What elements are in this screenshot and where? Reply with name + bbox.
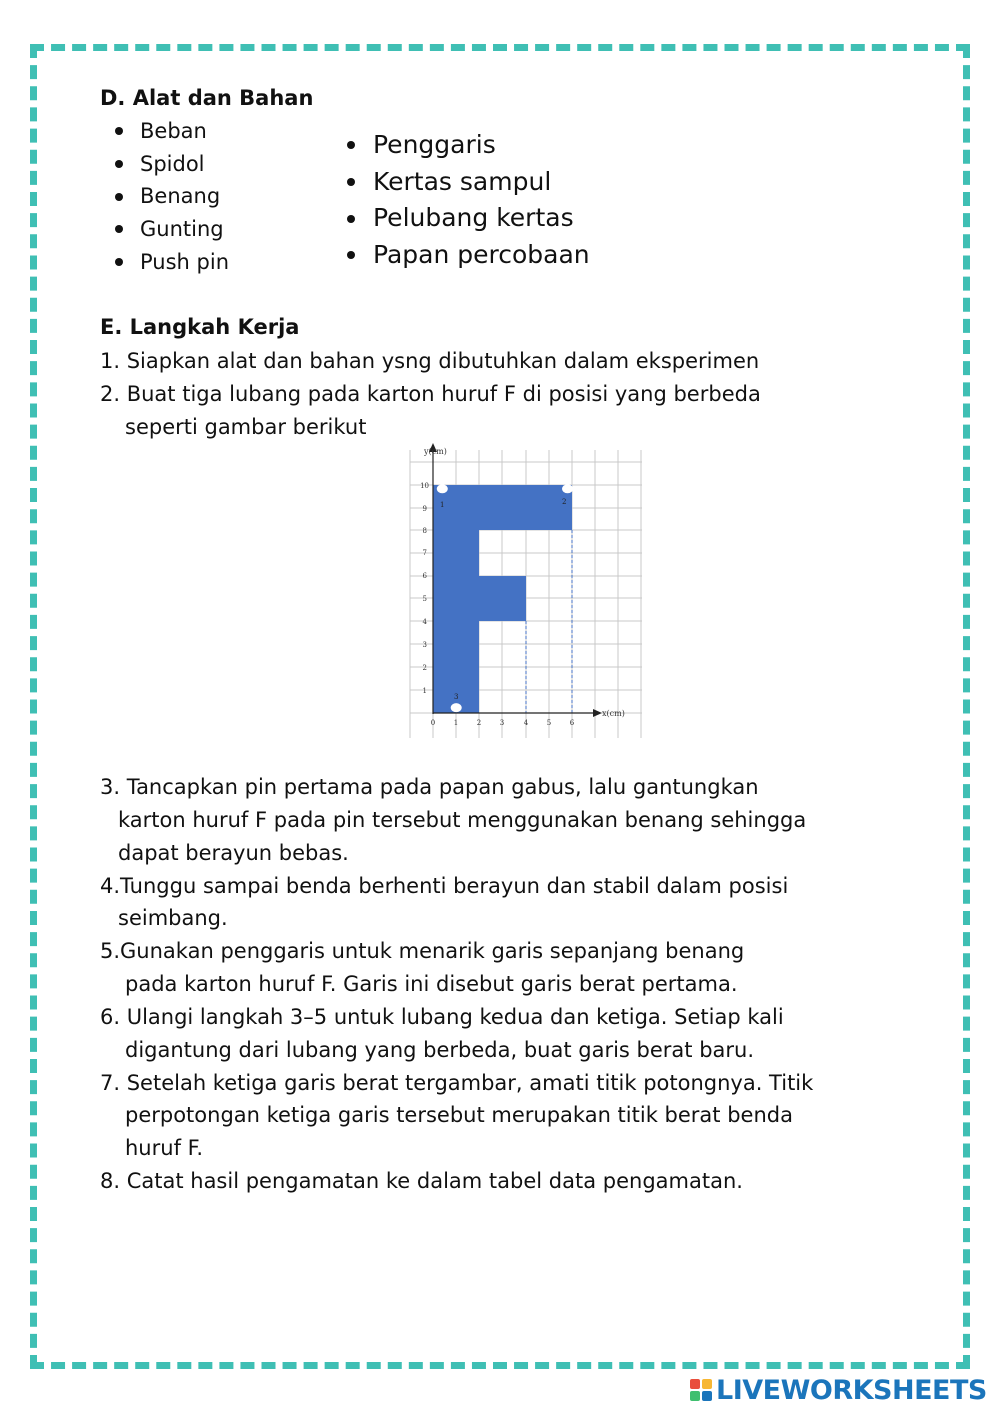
- x-tick: 2: [476, 719, 482, 727]
- step-line: digantung dari lubang yang berbeda, buat garis berat baru.: [125, 1038, 755, 1062]
- y-tick: 4: [422, 618, 427, 626]
- list-item: Penggaris: [342, 127, 590, 164]
- step-line: 1. Siapkan alat dan bahan ysng dibutuhkan dalam eksperimen: [100, 349, 760, 373]
- step-line: 5.Gunakan penggaris untuk menarik garis sepanjang benang: [100, 939, 745, 963]
- step-line: pada karton huruf F. Garis ini disebut garis berat pertama.: [125, 972, 738, 996]
- step-line: seperti gambar berikut: [125, 415, 367, 439]
- section-e-title: E. Langkah Kerja: [100, 315, 300, 339]
- x-tick: 6: [569, 719, 575, 727]
- materials-list-left: [110, 115, 229, 278]
- list-item: Benang: [110, 180, 229, 213]
- y-tick: 8: [422, 527, 427, 535]
- list-item: Gunting: [110, 213, 229, 246]
- x-tick: 5: [546, 719, 552, 727]
- x-tick: 0: [430, 719, 436, 727]
- y-tick: 3: [422, 641, 427, 649]
- logo-icon: [690, 1379, 712, 1401]
- logo-text: LIVEWORKSHEETS: [716, 1374, 987, 1406]
- step-line: 7. Setelah ketiga garis berat tergambar, amati titik potongnya. Titik: [100, 1071, 814, 1095]
- hole-label: 1: [440, 501, 445, 509]
- hole-marker: [451, 703, 462, 712]
- step-line: 4.Tunggu sampai benda berhenti berayun dan stabil dalam posisi: [100, 874, 789, 898]
- y-tick: 10: [420, 482, 429, 490]
- step-line: 8. Catat hasil pengamatan ke dalam tabel data pengamatan.: [100, 1169, 743, 1193]
- x-tick: 4: [523, 719, 529, 727]
- step-line: 2. Buat tiga lubang pada karton huruf F di posisi yang berbeda: [100, 382, 761, 406]
- hole-label: 3: [454, 693, 459, 701]
- list-item: Papan percobaan: [342, 237, 590, 274]
- y-tick: 1: [422, 687, 427, 695]
- liveworksheets-logo[interactable]: [690, 1374, 987, 1406]
- hole-marker: [562, 484, 573, 493]
- letter-f-figure: [380, 438, 650, 738]
- y-tick: 5: [422, 595, 427, 603]
- x-axis-label: x(cm): [602, 709, 625, 718]
- step-line: 6. Ulangi langkah 3–5 untuk lubang kedua dan ketiga. Setiap kali: [100, 1005, 784, 1029]
- y-tick: 2: [422, 664, 427, 672]
- list-item: Kertas sampul: [342, 164, 590, 201]
- hole-marker: [437, 484, 448, 493]
- y-axis-label: y(cm): [424, 447, 447, 456]
- x-tick: 1: [453, 719, 459, 727]
- step-line: dapat berayun bebas.: [118, 841, 349, 865]
- step-line: seimbang.: [118, 906, 228, 930]
- materials-list-right: [342, 127, 590, 274]
- list-item: Pelubang kertas: [342, 200, 590, 237]
- y-tick: 7: [422, 549, 427, 557]
- x-tick: 3: [499, 719, 505, 727]
- y-tick: 9: [422, 505, 427, 513]
- step-line: karton huruf F pada pin tersebut menggunakan benang sehingga: [118, 808, 807, 832]
- section-d-title: D. Alat dan Bahan: [100, 86, 314, 110]
- y-tick: 6: [422, 572, 427, 580]
- list-item: Push pin: [110, 246, 229, 279]
- step-line: 3. Tancapkan pin pertama pada papan gabus, lalu gantungkan: [100, 775, 759, 799]
- list-item: Beban: [110, 115, 229, 148]
- step-line: huruf F.: [125, 1136, 204, 1160]
- list-item: Spidol: [110, 148, 229, 181]
- hole-label: 2: [562, 498, 567, 506]
- step-line: perpotongan ketiga garis tersebut merupakan titik berat benda: [125, 1103, 793, 1127]
